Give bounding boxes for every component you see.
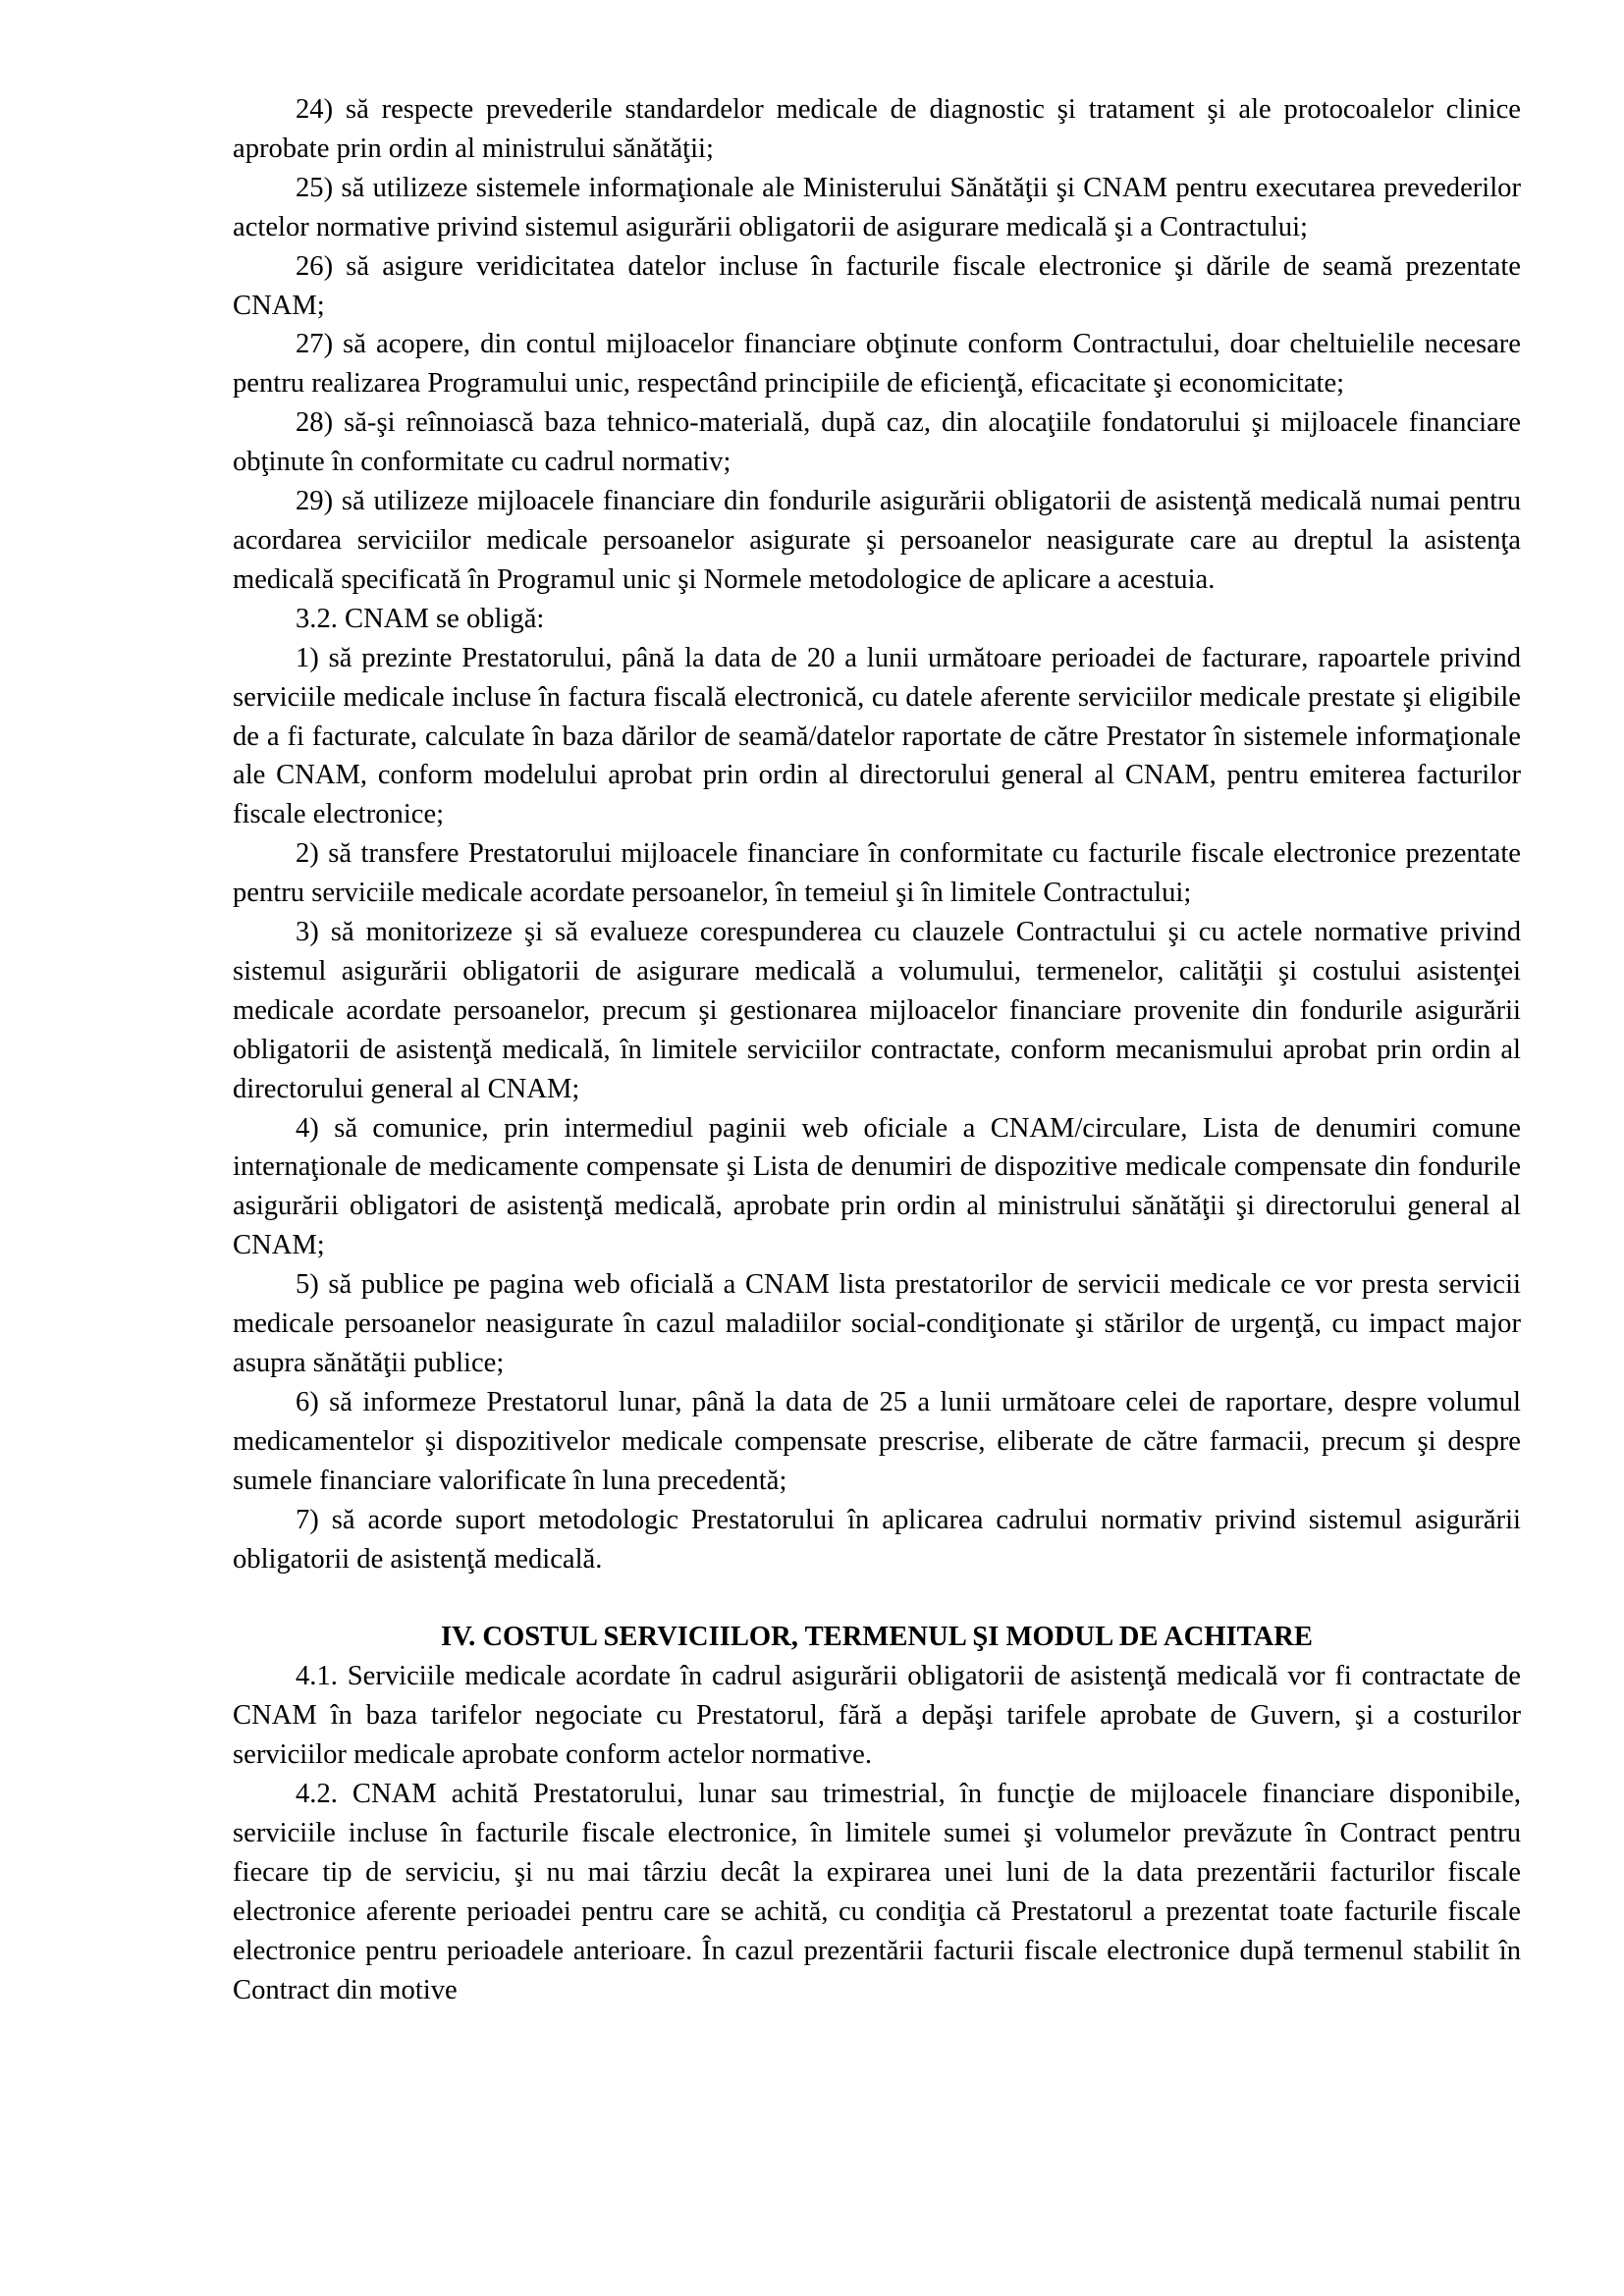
clause-27: 27) să acopere, din contul mijloacelor financiare obţinute conform Contractului, doar cheltuielile necesare pentru realizarea Programului unic, respectând principiile de eficienţă, eficacitate şi economicitate; <box>233 329 1521 400</box>
clause-3-2-4: 4) să comunice, prin intermediul paginii web oficiale a CNAM/circulare, Lista de denumiri comune internaţionale de medicamente compensate şi Lista de denumiri de dispozitive medicale compensate din fondurile asigurării obligatori de asistenţă medicală, aprobate prin ordin al ministrului sănătăţii şi directorului general al CNAM; <box>233 1112 1521 1261</box>
document-page <box>233 90 1521 2010</box>
clause-3-2-2: 2) să transfere Prestatorului mijloacele financiare în conformitate cu facturile fiscale electronice prezentate pentru serviciile medicale acordate persoanelor, în temeiul şi în limitele Contractului; <box>233 838 1521 909</box>
clause-24: 24) să respecte prevederile standardelor medicale de diagnostic şi tratament şi ale protocoalelor clinice aprobate prin ordin al ministrului sănătăţii; <box>233 94 1521 164</box>
clause-29: 29) să utilizeze mijloacele financiare din fondurile asigurării obligatorii de asistenţă medicală numai pentru acordarea serviciilor medicale persoanelor asigurate şi persoanelor neasigurate care au dreptul la asistenţa medicală specificată în Programul unic şi Normele metodologice de aplicare a acestuia. <box>233 486 1521 595</box>
clause-28: 28) să-şi reînnoiască baza tehnico-materială, după caz, din alocaţiile fondatorului şi mijloacele financiare obţinute în conformitate cu cadrul normativ; <box>233 407 1521 478</box>
clause-3-2-title: 3.2. CNAM se obligă: <box>296 603 545 634</box>
clause-25: 25) să utilizeze sistemele informaţionale ale Ministerului Sănătăţii şi CNAM pentru executarea prevederilor actelor normative privind sistemul asigurării obligatorii de asigurare medicală şi a Contractului; <box>233 172 1521 242</box>
clause-3-2-5: 5) să publice pe pagina web oficială a CNAM lista prestatorilor de servicii medicale ce vor presta servicii medicale persoanelor neasigurate în cazul maladiilor social-condiţionate şi stărilor de urgenţă, cu impact major asupra sănătăţii publice; <box>233 1269 1521 1378</box>
clause-26: 26) să asigure veridicitatea datelor incluse în facturile fiscale electronice şi dările de seamă prezentate CNAM; <box>233 250 1521 321</box>
section-heading: IV. COSTUL SERVICIILOR, TERMENUL ŞI MODUL DE ACHITARE <box>440 1622 1313 1653</box>
clause-3-2-7: 7) să acorde suport metodologic Prestatorului în aplicarea cadrului normativ privind sistemul asigurării obligatorii de asistenţă medicală. <box>233 1504 1521 1575</box>
clause-3-2-6: 6) să informeze Prestatorul lunar, până la data de 25 a lunii următoare celei de raportare, despre volumul medicamentelor şi dispozitivelor medicale compensate prescrise, eliberate de către farmacii, precum şi despre sumele financiare valorificate în luna precedentă; <box>233 1386 1521 1496</box>
clause-3-2-1: 1) să prezinte Prestatorului, până la data de 20 a lunii următoare perioadei de facturare, rapoartele privind serviciile medicale incluse în factura fiscală electronică, cu datele aferente serviciilor medicale prestate şi eligibile de a fi facturate, calculate în baza dărilor de seamă/datelor raportate de către Prestator în sistemele informaţionale ale CNAM, conform modelului aprobat prin ordin al directorului general al CNAM, pentru emiterea facturilor fiscale electronice; <box>233 642 1521 830</box>
clause-3-2-3: 3) să monitorizeze şi să evalueze corespunderea cu clauzele Contractului şi cu actele normative privind sistemul asigurării obligatorii de asigurare medicală a volumului, termenelor, calităţii şi costului asistenţei medicale acordate persoanelor, precum şi gestionarea mijloacelor financiare provenite din fondurile asigurării obligatorii de asistenţă medicală, în limitele serviciilor contractate, conform mecanismului aprobat prin ordin al directorului general al CNAM; <box>233 917 1521 1104</box>
clause-4-1: 4.1. Serviciile medicale acordate în cadrul asigurării obligatorii de asistenţă medicală vor fi contractate de CNAM în baza tarifelor negociate cu Prestatorul, fără a depăşi tarifele aprobate de Guvern, şi a costurilor serviciilor medicale aprobate conform actelor normative. <box>233 1661 1521 1771</box>
clause-4-2: 4.2. CNAM achită Prestatorului, lunar sau trimestrial, în funcţie de mijloacele financiare disponibile, serviciile incluse în facturile fiscale electronice, în limitele sumei şi volumelor prevăzute în Contract pentru fiecare tip de serviciu, şi nu mai târziu decât la expirarea unei luni de la data prezentării facturilor fiscale electronice aferente perioadei pentru care se achită, cu condiţia că Prestatorul a prezentat toate facturile fiscale electronice pentru perioadele anterioare. În cazul prezentării facturii fiscale electronice după termenul stabilit în Contract din motive <box>233 1779 1521 2005</box>
